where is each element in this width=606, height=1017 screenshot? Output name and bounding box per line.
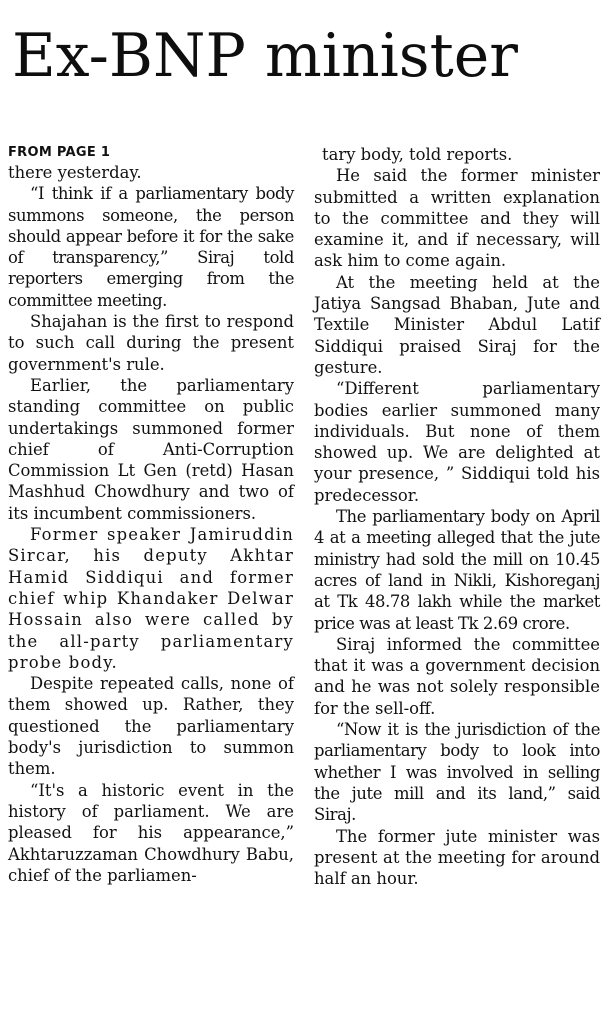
paragraph: Despite repeated calls, none of them showed up. Rather, they questioned the parliamentary body's jurisdiction to summon them. [8,674,294,779]
paragraph: “It's a historic event in the history of parliament. We are pleased for his appearance,” Akhtaruzzaman Chowdhury Babu, chief of the parliamen- [8,780,294,885]
paragraph-continued: tary body, told reports. [322,145,513,164]
paragraph: The parliamentary body on April 4 at a meeting alleged that the jute ministry had sold the mill on 10.45 acres of land in Nikli, Kishoreganj at Tk 48.78 lakh while the market price was at least Tk 2.69 crore. [314,507,600,633]
jump-slug: FROM PAGE 1 [8,145,111,160]
column-2 [314,144,600,889]
paragraph: Shajahan is the first to respond to such call during the present government's rule. [8,312,294,374]
paragraph: Siraj informed the committee that it was a government decision and he was not solely responsible for the sell-off. [314,634,600,718]
paragraph-continued: there yesterday. [8,163,142,182]
paragraph: Former speaker Jamiruddin Sircar, his deputy Akhtar Hamid Siddiqui and former chief whip Khandaker Delwar Hossain also were called by the all-party parliamentary probe body. [8,525,294,672]
headline: Ex-BNP minister [12,21,518,91]
paragraph: “Different parliamentary bodies earlier summoned many individuals. But none of them showed up. We are delighted at your presence, ” Siddiqui told his predecessor. [314,379,600,505]
paragraph: “I think if a parliamentary body summons someone, the person should appear before it for the sake of transparency,” Siraj told reporters emerging from the committee meeting. [8,184,294,310]
paragraph: “Now it is the jurisdiction of the parliamentary body to look into whether I was involved in selling the jute mill and its land,” said Siraj. [314,720,600,825]
paragraph: At the meeting held at the Jatiya Sangsad Bhaban, Jute and Textile Minister Abdul Latif Siddiqui praised Siraj for the gesture. [314,272,600,377]
newspaper-clipping [0,18,606,1017]
column-1 [8,144,294,889]
paragraph: He said the former minister submitted a written explanation to the committee and they will examine it, and if necessary, will ask him to come again. [314,166,600,271]
paragraph: The former jute minister was present at the meeting for around half an hour. [314,826,600,889]
article-body [8,144,600,889]
paragraph: Earlier, the parliamentary standing committee on public undertakings summoned former chief of Anti-Corruption Commission Lt Gen (retd) Hasan Mashhud Chowdhury and two of its incumbent commissioners. [8,375,294,523]
